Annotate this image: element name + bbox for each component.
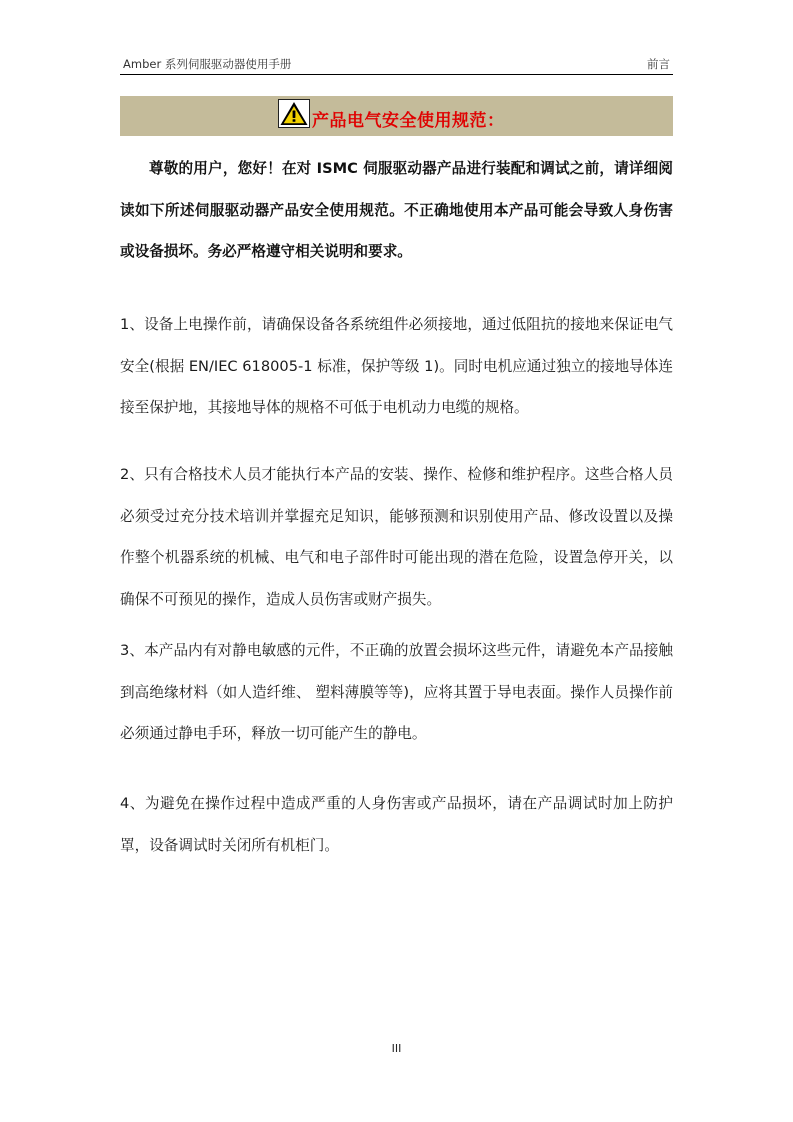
safety-item-2: 2、只有合格技术人员才能执行本产品的安装、操作、检修和维护程序。这些合格人员必须受过充分技术培训并掌握充足知识，能够预测和识别使用产品、修改设置以及操作整个机器系统的机械、电气和电子部件时可能出现的潜在危险，设置急停开关，以确保不可预见的操作，造成人员伤害或财产损失。 <box>120 466 673 608</box>
manual-title: Amber 系列伺服驱动器使用手册 <box>123 57 292 71</box>
safety-item-3: 3、本产品内有对静电敏感的元件，不正确的放置会损坏这些元件，请避免本产品接触到高绝缘材料（如人造纤维、 塑料薄膜等等)，应将其置于导电表面。操作人员操作前必须通过静电手环，释放一切可能产生的静电。 <box>120 642 673 742</box>
safety-banner <box>120 96 673 136</box>
warning-triangle-icon <box>278 99 310 128</box>
safety-item-4: 4、为避免在操作过程中造成严重的人身伤害或产品损坏，请在产品调试时加上防护罩，设备调试时关闭所有机柜门。 <box>120 795 673 854</box>
intro-paragraph: 尊敬的用户，您好！在对 ISMC 伺服驱动器产品进行装配和调试之前，请详细阅读如下所述伺服驱动器产品安全使用规范。不正确地使用本产品可能会导致人身伤害或设备损坏。务必严格遵守相关说明和要求。 <box>120 160 673 260</box>
banner-title: 产品电气安全使用规范： <box>312 111 505 131</box>
section-title: 前言 <box>647 57 670 71</box>
safety-item-1: 1、设备上电操作前，请确保设备各系统组件必须接地，通过低阻抗的接地来保证电气安全(根据 EN/IEC 618005-1 标准，保护等级 1)。同时电机应通过独立的接地导体连接至保护地，其接地导体的规格不可低于电机动力电缆的规格。 <box>120 316 673 416</box>
page-header <box>120 52 673 75</box>
page-number: III <box>391 1042 402 1055</box>
